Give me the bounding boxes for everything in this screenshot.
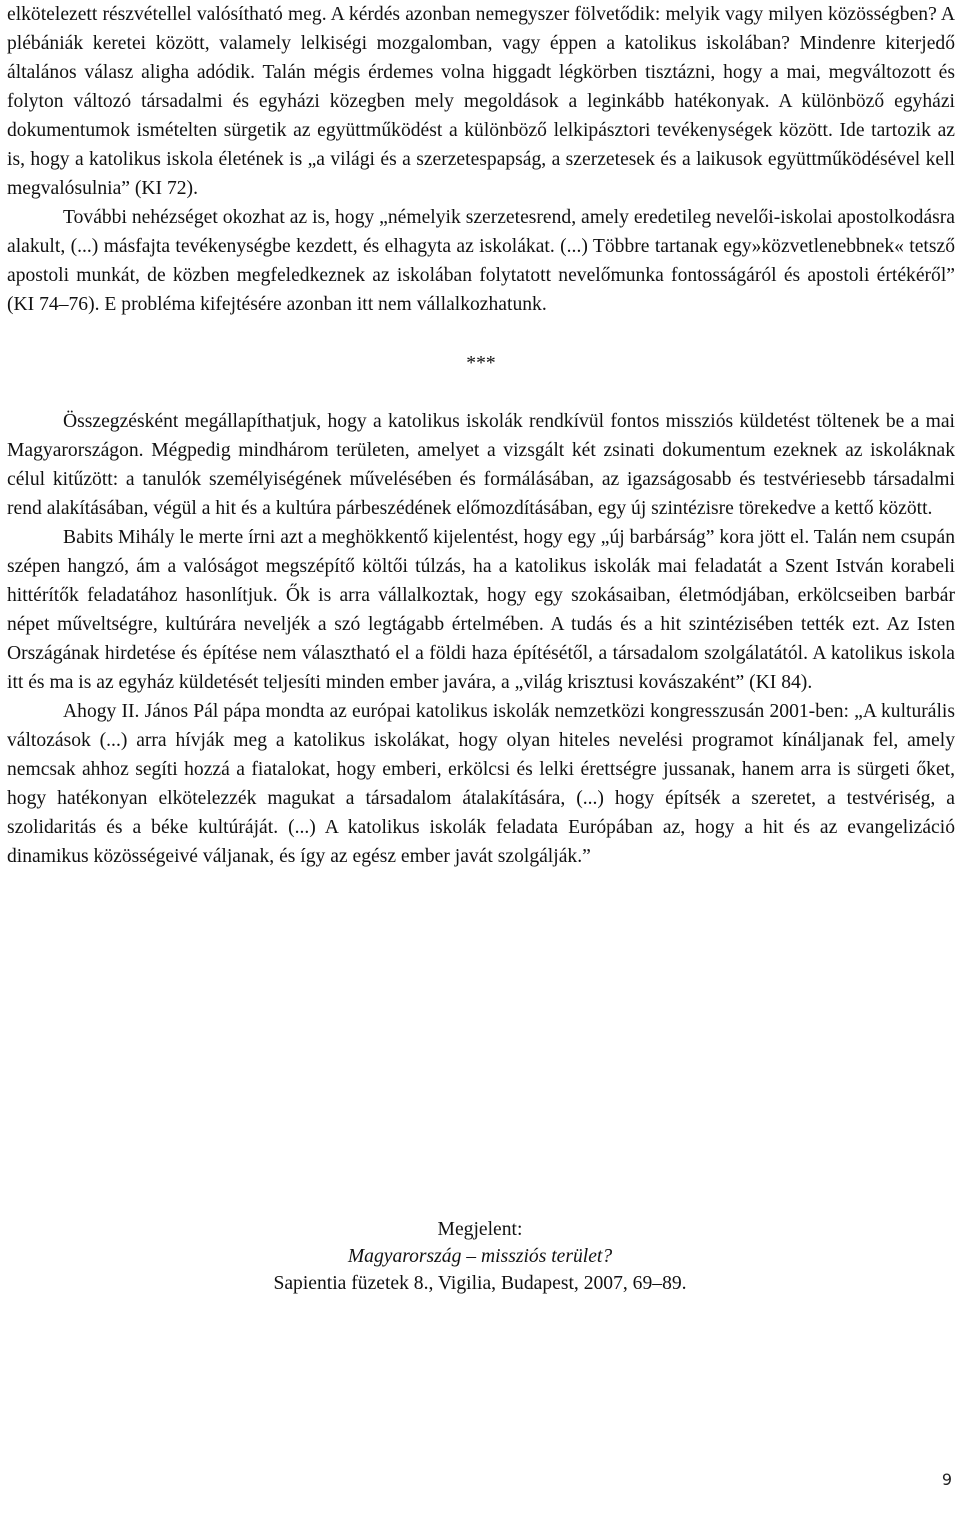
body-text-top xyxy=(7,0,955,319)
body-text-bottom xyxy=(7,407,955,871)
publication-label: Megjelent: xyxy=(437,1219,523,1240)
publication-title: Magyarország – missziós terület? xyxy=(347,1246,613,1267)
paragraph-babits: Babits Mihály le merte írni azt a meghökkentő kijelentést, hogy egy „új barbárság” kora jött el. Talán nem csupán szépen hangzó, ám a valóságot megszépítő költői túlzás, ha a katolikus iskolák mai feladatát a Szent István korabeli hittérítők feladatához hasonlítjuk. Ők is arra vállalkoztak, hogy egy szokásaiban, életmódjában, erkölcseiben barbár népet műveltségre, kultúrára neveljék a szó legtágabb értelmében. A tudás és a hit szintézisében tették ezt. Az Isten Országának hirdetése és építése nem választható el a földi haza építésétől, a társadalom szolgálatától. A katolikus iskola itt és ma is az egyház küldetését teljesíti minden ember javára, a „világ krisztusi kovászaként” (KI 84). xyxy=(7,527,955,693)
page-number: 9 xyxy=(941,1470,952,1489)
paragraph-difficulty: További nehézséget okozhat az is, hogy „némelyik szerzetesrend, amely eredetileg nevelői-iskolai apostolkodásra alakult, (...) másfajta tevékenységbe kezdett, és elhagyta az iskolákat. (...) Többre tartanak egy»közvetlenebbnek« tetsző apostoli munkát, de közben megfeledkeznek az iskolában folytatott nevelőmunka fontosságáról és apostoli értékéről” (KI 74–76). E probléma kifejtésére azonban itt nem vállalkozhatunk. xyxy=(7,207,955,315)
document-page xyxy=(7,0,955,871)
paragraph-continuation: elkötelezett részvétellel valósítható meg. A kérdés azonban nemegyszer fölvetődik: melyik vagy milyen közösségben? A plébániák keretei között, valamely lelkiségi mozgalomban, vagy éppen a katolikus iskolában? Mindenre kiterjedő általános válasz aligha adódik. Talán mégis érdemes volna higgadt légkörben tisztázni, hogy a mai, megváltozott és folyton változó társadalmi és egyházi közegben mely megoldások a leginkább hatékonyak. A különböző egyházi dokumentumok ismételten sürgetik az együttműködést a különböző lelkipásztori tevékenységek között. Ide tartozik az is, hogy a katolikus iskola életének is „a világi és a szerzetespapság, a szerzetesek és a laikusok együttműködésével kell megvalósulnia” (KI 72). xyxy=(7,4,955,199)
publication-details: Sapientia füzetek 8., Vigilia, Budapest, 2007, 69–89. xyxy=(273,1273,687,1294)
section-separator: *** xyxy=(466,353,496,374)
paragraph-summary: Összegzésként megállapíthatjuk, hogy a katolikus iskolák rendkívül fontos missziós küldetést töltenek be a mai Magyarországon. Mégpedig mindhárom területen, amelyet a vizsgált két zsinati dokumentum ezeknek az iskoláknak célul kitűzött: a tanulók személyiségének művelésében és formálásában, az igazságosabb és testvériesebb társadalmi rend alakításában, végül a hit és a kultúra párbeszédének előmozdításában, egy új szintézisre törekedve a kettő között. xyxy=(7,411,955,519)
publication-info xyxy=(0,1216,960,1297)
paragraph-john-paul: Ahogy II. János Pál pápa mondta az európai katolikus iskolák nemzetközi kongresszusán 2001-ben: „A kulturális változások (...) arra hívják meg a katolikus iskolákat, hogy olyan hiteles nevelési programot kínáljanak fel, amely nemcsak ahhoz segíti hozzá a fiatalokat, hogy emberi, erkölcsi és lelki érettségre jussanak, hanem arra is sürgeti őket, hogy hatékonyan elkötelezzék magukat a társadalom átalakítására, (...) hogy építsék a szeretet, a testvériség, a szolidaritás és a béke kultúráját. (...) A katolikus iskolák feladata Európában az, hogy a hit és az evangelizáció dinamikus közösségeivé váljanak, és így az egész ember javát szolgálják.” xyxy=(7,701,955,867)
